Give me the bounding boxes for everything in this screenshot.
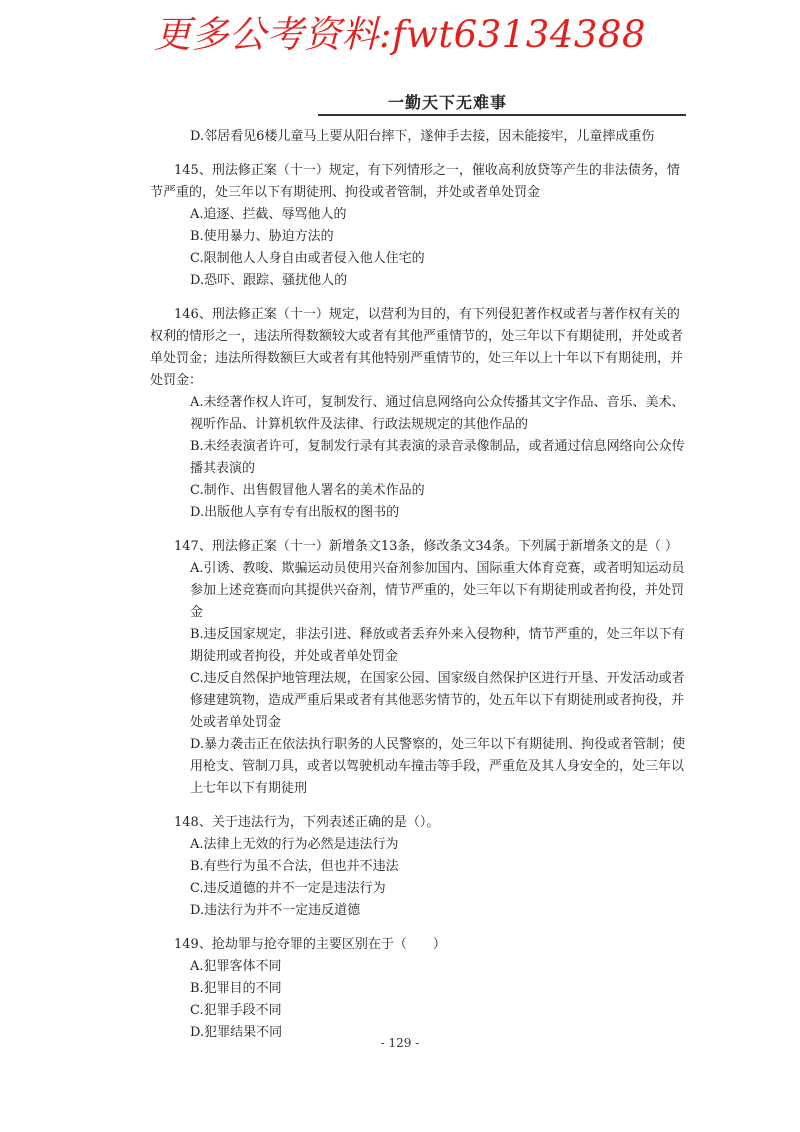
option-d: D.违法行为并不一定违反道德 [190, 903, 361, 918]
option-c: C.违反自然保护地管理法规，在国家公园、国家级自然保护区进行开垦、开发活动或者修建建筑物，造成严重后果或者有其他恶劣情节的，处五年以下有期徒刑或者拘役，并处或者单处罚金 [190, 671, 685, 730]
option-b: B.违反国家规定，非法引进、释放或者丢弃外来入侵物种，情节严重的，处三年以下有期徒刑或者拘役，并处或者单处罚金 [190, 627, 685, 664]
option-d: D.恐吓、跟踪、骚扰他人的 [190, 273, 348, 288]
question-stem: 147、刑法修正案（十一）新增条文13条，修改条文34条。下列属于新增条文的是（ ） [174, 539, 679, 554]
question-stem: 145、刑法修正案（十一）规定，有下列情形之一，催收高利放贷等产生的非法债务，情节严重的，处三年以下有期徒刑、拘役或者管制，并处或者单处罚金 [150, 163, 680, 200]
option-d: D.出版他人享有专有出版权的图书的 [190, 505, 400, 520]
question-149 [150, 934, 690, 1044]
option-a: A.犯罪客体不同 [190, 959, 282, 974]
option-d: D.犯罪结果不同 [190, 1025, 283, 1040]
header-title: 一勤天下无难事 [388, 93, 508, 112]
option-c: C.犯罪手段不同 [190, 1003, 282, 1018]
question-148 [150, 812, 690, 922]
option-c: C.制作、出售假冒他人署名的美术作品的 [190, 483, 425, 498]
page-content [150, 120, 690, 1044]
option-a: A.未经著作权人许可，复制发行、通过信息网络向公众传播其文字作品、音乐、美术、视听作品、计算机软件及法律、行政法规规定的其他作品的 [190, 395, 685, 432]
option-a: A.追逐、拦截、辱骂他人的 [190, 207, 347, 222]
question-147 [150, 536, 690, 800]
option-d: D.暴力袭击正在依法执行职务的人民警察的，处三年以下有期徒刑、拘役或者管制；使用枪支、管制刀具，或者以驾驶机动车撞击等手段，严重危及其人身安全的，处三年以上七年以下有期徒刑 [190, 737, 686, 796]
option-b: B.未经表演者许可，复制发行录有其表演的录音录像制品，或者通过信息网络向公众传播其表演的 [190, 439, 685, 476]
question-stem: 149、抢劫罪与抢夺罪的主要区别在于（ ） [174, 937, 446, 952]
watermark-text: 更多公考资料:fwt63134388 [153, 13, 647, 56]
header-divider [318, 114, 686, 116]
page-number: - 129 - [380, 1036, 420, 1050]
question-145 [150, 160, 690, 292]
question-stem: 146、刑法修正案（十一）规定，以营利为目的，有下列侵犯著作权或者与著作权有关的权利的情形之一，违法所得数额较大或者有其他严重情节的，处三年以下有期徒刑，并处或者单处罚金；违法所得数额巨大或者有其他特别严重情节的，处三年以上十年以下有期徒刑，并处罚金： [150, 307, 684, 388]
option-a: A.引诱、教唆、欺骗运动员使用兴奋剂参加国内、国际重大体育竞赛，或者明知运动员参加上述竞赛而向其提供兴奋剂，情节严重的，处三年以下有期徒刑或者拘役，并处罚金 [190, 561, 685, 620]
option-c: C.限制他人人身自由或者侵入他人住宅的 [190, 251, 425, 266]
question-146 [150, 304, 690, 524]
option-a: A.法律上无效的行为必然是违法行为 [190, 837, 399, 852]
option-b: B.犯罪目的不同 [190, 981, 282, 996]
question-stem: 148、关于违法行为，下列表述正确的是（）。 [174, 815, 440, 830]
option-b: B.使用暴力、胁迫方法的 [190, 229, 334, 244]
option-c: C.违反道德的并不一定是违法行为 [190, 881, 386, 896]
prev-option-d: D.邻居看见6楼儿童马上要从阳台摔下，遂伸手去接，因未能接牢，儿童摔成重伤 [190, 129, 655, 144]
option-b: B.有些行为虽不合法，但也并不违法 [190, 859, 399, 874]
